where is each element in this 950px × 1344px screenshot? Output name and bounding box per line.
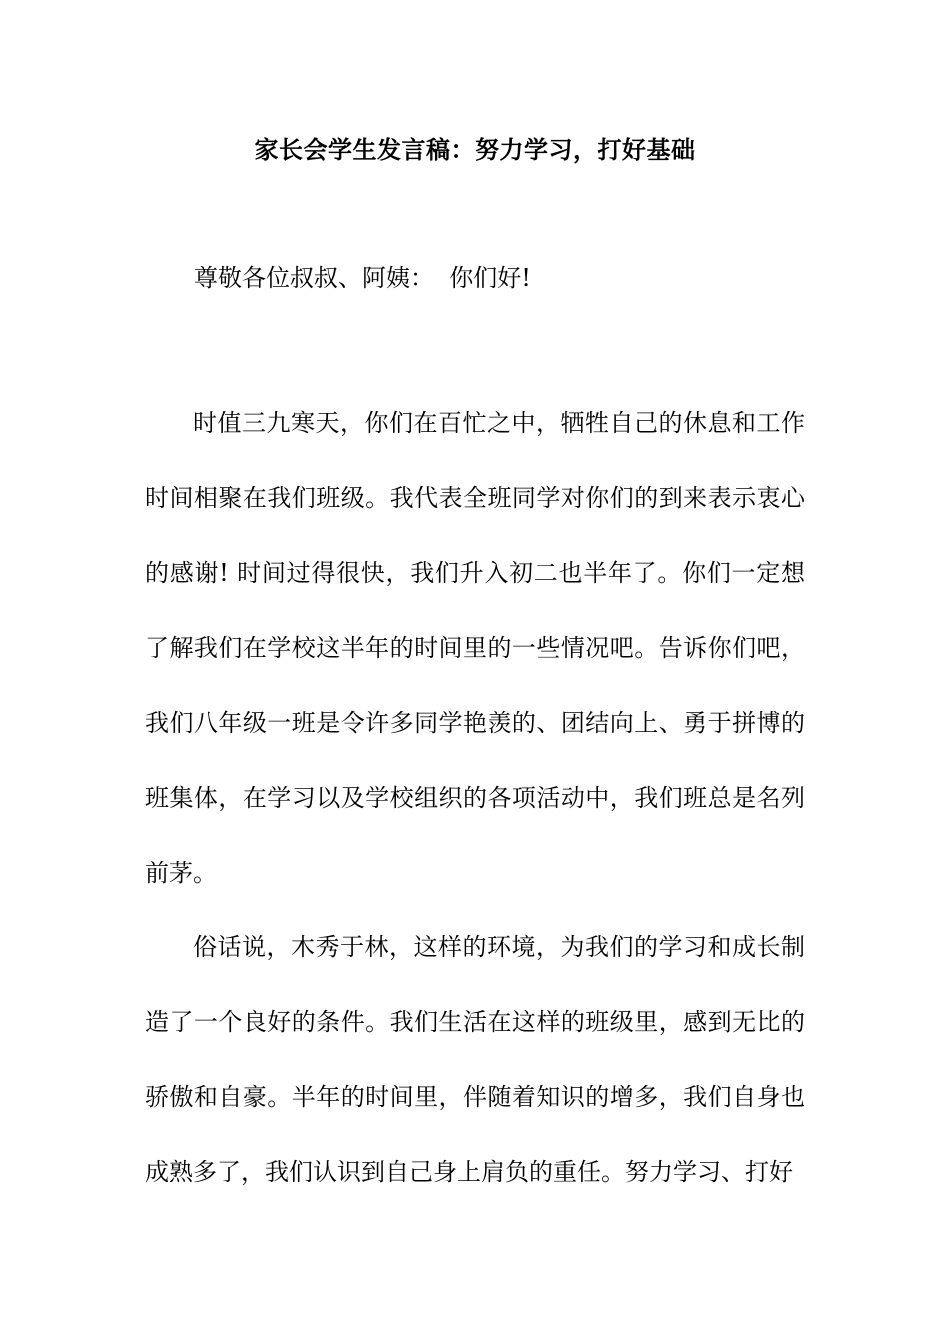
paragraph-2: 俗话说，木秀于林，这样的环境，为我们的学习和成长制造了一个良好的条件。我们生活在这样的班级里，感到无比的骄傲和自豪。半年的时间里，伴随着知识的增多，我们自身也成熟多了，我们认识到自己身上肩负的重任。努力学习、打好 [145,933,805,1186]
greeting-line: 尊敬各位叔叔、阿姨： 你们好! [194,264,531,292]
document-title: 家长会学生发言稿：努力学习，打好基础 [254,135,696,164]
paragraph-1: 时值三九寒天，你们在百忙之中，牺牲自己的休息和工作时间相聚在我们班级。我代表全班同学对你们的到来表示衷心的感谢! 时间过得很快，我们升入初二也半年了。你们一定想了解我们在学校这半年的时间里的一些情况吧。告诉你们吧，我们八年级一班是令许多同学艳羡的、团结向上、勇于拼博的班集体，在学习以及学校组织的各项活动中，我们班总是名列前茅。 [145,409,805,887]
